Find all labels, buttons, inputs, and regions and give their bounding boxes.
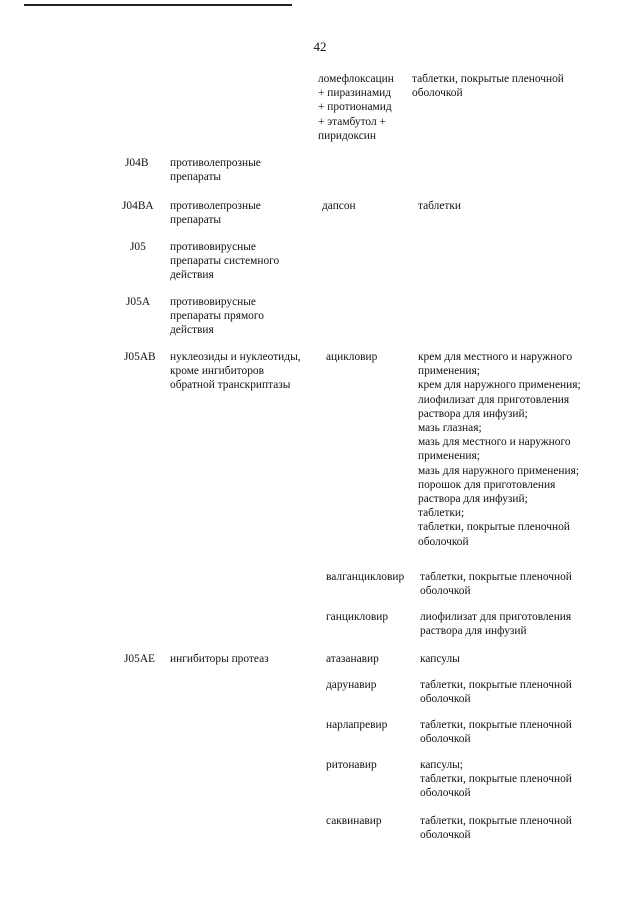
- group-name-line: обратной транскриптазы: [170, 379, 291, 392]
- drug-name-line: саквинавир: [326, 815, 382, 827]
- dosage-form-line: таблетки, покрытые пленочной: [418, 521, 570, 534]
- dosage-form-line: крем для местного и наружного: [418, 351, 573, 363]
- header-rule: [24, 4, 292, 6]
- dosage-form: [412, 72, 564, 100]
- drug-name: [326, 610, 388, 624]
- dosage-form: [420, 678, 572, 706]
- group-name: [170, 156, 320, 184]
- dosage-form-line: таблетки: [418, 200, 462, 212]
- group-name-line: препараты прямого: [170, 310, 264, 323]
- dosage-form-line: мазь для наружного применения;: [418, 464, 580, 477]
- drug-name-line: нарлапревир: [326, 719, 388, 731]
- dosage-form-line: оболочкой: [420, 585, 471, 598]
- atc-code: J05: [130, 241, 146, 253]
- dosage-form-line: капсулы: [420, 653, 460, 665]
- drug-name: [326, 814, 382, 828]
- dosage-form-line: таблетки, покрытые пленочной: [420, 719, 572, 731]
- group-name: [170, 350, 320, 393]
- drug-name-line: + этамбутол +: [318, 115, 386, 128]
- group-name-line: противолепрозные: [170, 200, 261, 212]
- dosage-form-line: раствора для инфузий;: [418, 493, 528, 506]
- atc-code: J04B: [125, 157, 149, 169]
- atc-code: J04BA: [122, 200, 154, 212]
- dosage-form-line: лиофилизат для приготовления: [420, 611, 572, 623]
- dosage-form-line: мазь для местного и наружного: [418, 436, 571, 449]
- drug-name: [326, 758, 377, 772]
- dosage-form: [420, 610, 571, 638]
- dosage-form-line: раствора для инфузий;: [418, 407, 528, 420]
- drug-name-line: дапсон: [322, 200, 356, 212]
- group-name-line: противовирусные: [170, 296, 256, 308]
- dosage-form: [420, 570, 572, 598]
- drug-name: [318, 72, 394, 143]
- drug-name-line: атазанавир: [326, 653, 379, 665]
- dosage-form-line: применения;: [418, 450, 480, 463]
- dosage-form: [420, 758, 572, 801]
- drug-name-line: + протионамид: [318, 101, 392, 114]
- drug-name: [326, 350, 377, 364]
- dosage-form-line: оболочкой: [420, 733, 471, 746]
- dosage-form: [420, 652, 460, 666]
- dosage-form-line: мазь глазная;: [418, 422, 482, 435]
- drug-name-line: пиридоксин: [318, 129, 376, 142]
- dosage-form-line: крем для наружного применения;: [418, 379, 581, 392]
- dosage-form-line: оболочкой: [418, 535, 469, 548]
- dosage-form-line: применения;: [418, 365, 480, 378]
- dosage-form-line: оболочкой: [420, 829, 471, 842]
- dosage-form-line: таблетки, покрытые пленочной: [420, 773, 572, 786]
- dosage-form-line: порошок для приготовления: [418, 478, 556, 491]
- drug-name-line: + пиразинамид: [318, 87, 392, 100]
- group-name: [170, 199, 320, 227]
- atc-code: J05A: [126, 296, 151, 308]
- group-name-line: нуклеозиды и нуклеотиды,: [170, 351, 301, 363]
- group-name: [170, 652, 320, 666]
- drug-name: [326, 718, 387, 732]
- atc-code: J05AB: [124, 351, 156, 363]
- drug-name-line: ритонавир: [326, 759, 377, 771]
- group-name-line: кроме ингибиторов: [170, 365, 264, 378]
- dosage-form-line: капсулы;: [420, 759, 463, 771]
- drug-name-line: дарунавир: [326, 679, 377, 691]
- atc-code: J05AE: [124, 653, 156, 665]
- drug-name: [326, 570, 404, 584]
- dosage-form-line: таблетки;: [418, 507, 465, 520]
- dosage-form: [420, 718, 572, 746]
- group-name: [170, 240, 320, 283]
- group-name-line: действия: [170, 269, 214, 282]
- group-name-line: препараты: [170, 171, 222, 184]
- drug-name: [326, 678, 376, 692]
- dosage-form-line: оболочкой: [412, 87, 463, 100]
- drug-name-line: ломефлоксацин: [318, 73, 394, 85]
- group-name-line: противовирусные: [170, 241, 256, 253]
- dosage-form-line: раствора для инфузий: [420, 625, 527, 638]
- group-name-line: препараты системного: [170, 255, 280, 268]
- dosage-form-line: оболочкой: [420, 693, 471, 706]
- dosage-form-line: таблетки, покрытые пленочной: [420, 571, 572, 583]
- group-name-line: препараты: [170, 214, 222, 227]
- dosage-form-line: таблетки, покрытые пленочной: [412, 73, 564, 85]
- group-name-line: противолепрозные: [170, 157, 261, 169]
- drug-name-line: ацикловир: [326, 351, 378, 363]
- group-name: [170, 295, 320, 338]
- page-number: 42: [313, 39, 327, 54]
- drug-name-line: ганцикловир: [326, 611, 389, 623]
- drug-name: [326, 652, 379, 666]
- dosage-form-line: таблетки, покрытые пленочной: [420, 815, 572, 827]
- dosage-form-line: оболочкой: [420, 787, 471, 800]
- dosage-form: [418, 350, 581, 549]
- dosage-form: [420, 814, 572, 842]
- drug-name: [322, 199, 356, 213]
- drug-name-line: валганцикловир: [326, 571, 405, 583]
- group-name-line: ингибиторы протеаз: [170, 653, 269, 665]
- group-name-line: действия: [170, 324, 214, 337]
- dosage-form-line: лиофилизат для приготовления: [418, 393, 570, 406]
- dosage-form: [418, 199, 461, 213]
- dosage-form-line: таблетки, покрытые пленочной: [420, 679, 572, 691]
